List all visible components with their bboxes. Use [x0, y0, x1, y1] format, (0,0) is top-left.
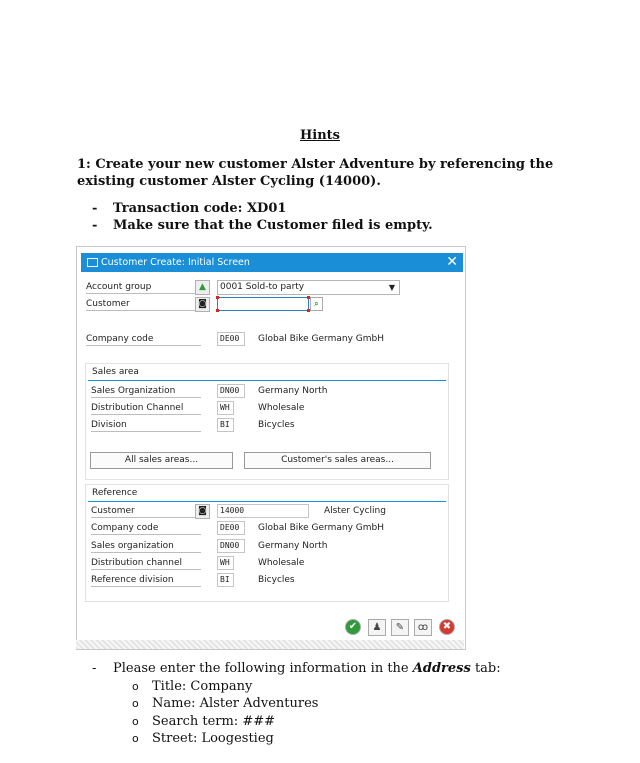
- ref-dist-channel-text: Wholesale: [258, 558, 305, 568]
- sales-area-title: Sales area: [92, 367, 139, 377]
- account-group-icon[interactable]: ▲: [195, 280, 210, 295]
- sap-dialog: [76, 246, 466, 650]
- required-marker: [216, 309, 219, 312]
- binoculars-icon[interactable]: ◙: [195, 504, 210, 519]
- hints-heading: Hints: [300, 128, 340, 143]
- dialog-title: Customer Create: Initial Screen: [101, 257, 250, 268]
- list-item: o Title: Company: [132, 678, 253, 694]
- ref-division-text: Bicycles: [258, 575, 295, 585]
- dialog-titlebar: [81, 253, 463, 272]
- ref-company-name: Global Bike Germany GmbH: [258, 523, 384, 533]
- list-item: o Street: Loogestieg: [132, 731, 274, 746]
- ref-dist-channel-label: Distribution channel: [91, 558, 201, 570]
- company-name: Global Bike Germany GmbH: [258, 334, 384, 344]
- window-icon: [87, 258, 98, 267]
- edit-icon[interactable]: ✎: [391, 619, 409, 636]
- ref-sales-org-text: Germany North: [258, 541, 328, 551]
- list-item: - Please enter the following information in the Address tab:: [92, 661, 501, 676]
- required-marker: [216, 296, 219, 299]
- ref-customer-name: Alster Cycling: [324, 506, 386, 516]
- customer-label: Customer: [86, 299, 201, 311]
- division-label: Division: [91, 420, 201, 432]
- list-item: - Transaction code: XD01: [92, 201, 287, 216]
- customer-input[interactable]: [217, 297, 309, 311]
- dist-channel-field[interactable]: WH: [217, 401, 234, 415]
- sales-org-field[interactable]: DN00: [217, 384, 245, 398]
- company-code-field[interactable]: DE00: [217, 332, 245, 346]
- sales-org-text: Germany North: [258, 386, 328, 396]
- ref-company-code-label: Company code: [91, 523, 201, 535]
- dist-channel-label: Distribution Channel: [91, 403, 201, 415]
- find-icon[interactable]: ꝏ: [414, 619, 432, 636]
- list-item: - Make sure that the Customer filed is empty.: [92, 218, 433, 233]
- list-item: o Name: Alster Adventures: [132, 696, 319, 711]
- account-group-select[interactable]: 0001 Sold-to party ▼: [217, 280, 400, 295]
- check-icon[interactable]: ✔: [345, 619, 361, 635]
- bullet-list: [92, 200, 433, 234]
- chevron-down-icon: ▼: [388, 283, 395, 292]
- account-group-label: Account group: [86, 282, 201, 294]
- binoculars-icon[interactable]: ◙: [195, 297, 210, 312]
- ref-company-code-field[interactable]: DE00: [217, 521, 245, 535]
- address-instructions: [92, 660, 501, 748]
- address-tab-name: Address: [412, 661, 471, 676]
- org-icon[interactable]: ♟: [368, 619, 386, 636]
- dialog-edge: [76, 640, 464, 649]
- all-sales-areas-button[interactable]: All sales areas...: [90, 452, 233, 469]
- customer-sales-areas-button[interactable]: Customer's sales areas...: [244, 452, 431, 469]
- ref-sales-org-label: Sales organization: [91, 541, 201, 553]
- intro-paragraph: 1: Create your new customer Alster Adventure by referencing the existing customer Alster Cycling (14000).: [77, 157, 554, 189]
- ref-division-label: Reference division: [91, 575, 201, 587]
- close-icon[interactable]: ✕: [446, 254, 458, 270]
- ref-dist-channel-field[interactable]: WH: [217, 556, 234, 570]
- search-help-icon[interactable]: ⌕: [310, 297, 323, 311]
- dist-channel-text: Wholesale: [258, 403, 305, 413]
- company-code-label: Company code: [86, 334, 201, 346]
- list-item: o Search term: ###: [132, 713, 275, 729]
- division-text: Bicycles: [258, 420, 295, 430]
- ref-customer-label: Customer: [91, 506, 201, 518]
- ref-division-field[interactable]: BI: [217, 573, 234, 587]
- ref-customer-field[interactable]: 14000: [217, 504, 309, 518]
- ref-sales-org-field[interactable]: DN00: [217, 539, 245, 553]
- sales-org-label: Sales Organization: [91, 386, 201, 398]
- cancel-icon[interactable]: ✖: [439, 619, 455, 635]
- division-field[interactable]: BI: [217, 418, 234, 432]
- reference-title: Reference: [92, 488, 138, 498]
